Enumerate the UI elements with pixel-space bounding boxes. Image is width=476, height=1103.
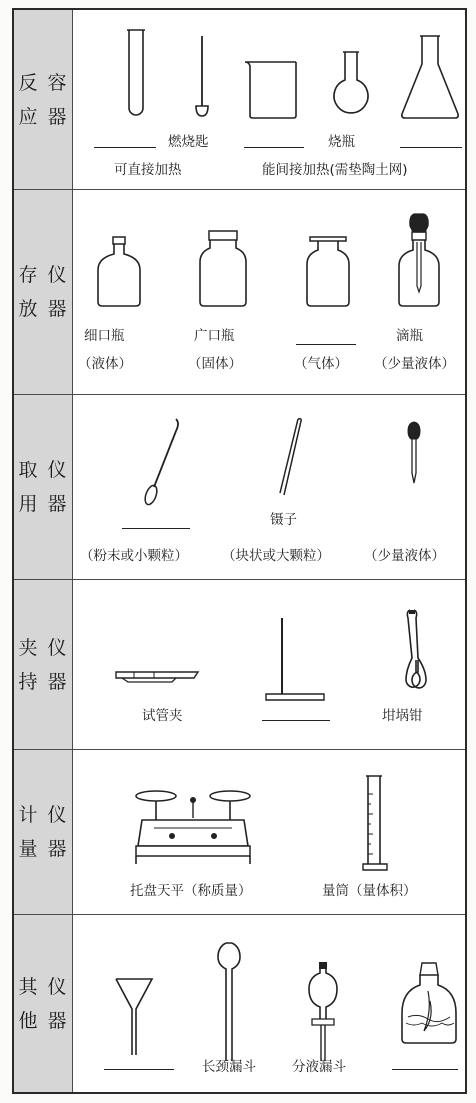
gas-bottle-icon <box>304 236 352 308</box>
label-separatory-funnel: 分液漏斗 <box>292 1059 346 1075</box>
row-storage-body <box>74 190 465 394</box>
category-reaction-line1: 反应 <box>18 71 39 128</box>
category-holding <box>14 580 73 749</box>
row-other <box>14 915 465 1092</box>
instrument-table <box>12 8 467 1094</box>
other-blank-1 <box>104 1069 174 1070</box>
row-holding-body <box>74 580 465 749</box>
tray-balance-icon <box>132 786 254 868</box>
note-small-liquid: （少量液体） <box>374 356 455 372</box>
label-indirect-heat: 能间接加热(需垫陶土网) <box>262 162 408 178</box>
combustion-spoon-icon <box>192 36 212 122</box>
category-measuring-line1: 计量 <box>18 804 39 860</box>
conical-flask-icon <box>400 34 460 120</box>
category-other <box>14 915 73 1092</box>
row-reaction <box>14 10 465 190</box>
label-test-tube-clamp: 试管夹 <box>142 708 183 724</box>
category-reaction-line2: 容器 <box>47 71 68 128</box>
row-taking <box>14 395 465 580</box>
note-taking-small-liquid: （少量液体） <box>364 548 445 564</box>
category-other-line1: 其他 <box>18 975 39 1032</box>
separatory-funnel-icon <box>306 961 340 1063</box>
holding-blank <box>262 720 330 721</box>
note-gas: （气体） <box>294 356 348 372</box>
category-holding-line1: 夹持 <box>18 636 39 693</box>
category-storage-line2: 仪器 <box>47 264 68 320</box>
category-storage-line1: 存放 <box>18 264 39 320</box>
iron-stand-icon <box>264 616 326 702</box>
category-taking-line2: 仪器 <box>47 459 68 515</box>
row-reaction-body <box>74 10 465 189</box>
row-storage <box>14 190 465 395</box>
label-narrow-bottle: 细口瓶 <box>84 328 125 344</box>
wide-mouth-bottle-icon <box>198 230 248 308</box>
category-taking-line1: 取用 <box>18 459 39 515</box>
category-holding-line2: 仪器 <box>47 636 68 693</box>
taking-blank <box>122 528 190 529</box>
category-other-line2: 仪器 <box>47 975 68 1032</box>
row-measuring <box>14 750 465 915</box>
label-direct-heat: 可直接加热 <box>114 162 182 178</box>
row-other-body <box>74 915 465 1092</box>
row-taking-body <box>74 395 465 579</box>
narrow-mouth-bottle-icon <box>96 236 142 308</box>
note-powder: （粉末或小颗粒） <box>80 548 188 564</box>
funnel-icon <box>114 977 154 1057</box>
reaction-blank-3 <box>400 147 462 148</box>
dropper-bottle-icon <box>396 212 442 308</box>
category-taking <box>14 395 73 579</box>
dropper-icon <box>406 421 422 485</box>
label-crucible-tongs: 坩埚钳 <box>382 708 423 724</box>
note-liquid: （液体） <box>78 356 132 372</box>
test-tube-clamp-icon <box>114 668 200 684</box>
label-flask: 烧瓶 <box>328 134 355 150</box>
category-reaction <box>14 10 73 189</box>
note-solid: （固体） <box>188 356 242 372</box>
label-wide-bottle: 广口瓶 <box>194 328 235 344</box>
label-tweezers: 镊子 <box>270 512 297 528</box>
medicine-spoon-icon <box>142 417 182 507</box>
long-neck-funnel-icon <box>214 941 244 1063</box>
reaction-blank-1 <box>94 147 156 148</box>
row-holding <box>14 580 465 750</box>
tweezers-icon <box>274 417 304 497</box>
reaction-blank-2 <box>244 147 304 148</box>
beaker-icon <box>244 60 302 120</box>
graduated-cylinder-icon <box>360 774 390 872</box>
round-flask-icon <box>330 50 372 122</box>
category-measuring <box>14 750 73 914</box>
row-measuring-body <box>74 750 465 914</box>
category-storage <box>14 190 73 394</box>
label-cylinder: 量筒（量体积） <box>322 883 417 899</box>
storage-blank <box>296 344 356 345</box>
label-long-funnel: 长颈漏斗 <box>202 1059 256 1075</box>
note-block: （块状或大颗粒） <box>222 548 330 564</box>
label-combustion-spoon: 燃烧匙 <box>168 134 209 150</box>
category-measuring-line2: 仪器 <box>47 804 68 860</box>
label-dropper-bottle: 滴瓶 <box>396 328 423 344</box>
test-tube-icon <box>124 28 148 120</box>
alcohol-lamp-icon <box>398 961 460 1047</box>
label-balance: 托盘天平（称质量） <box>130 883 252 899</box>
other-blank-2 <box>392 1069 458 1070</box>
crucible-tongs-icon <box>400 608 434 694</box>
